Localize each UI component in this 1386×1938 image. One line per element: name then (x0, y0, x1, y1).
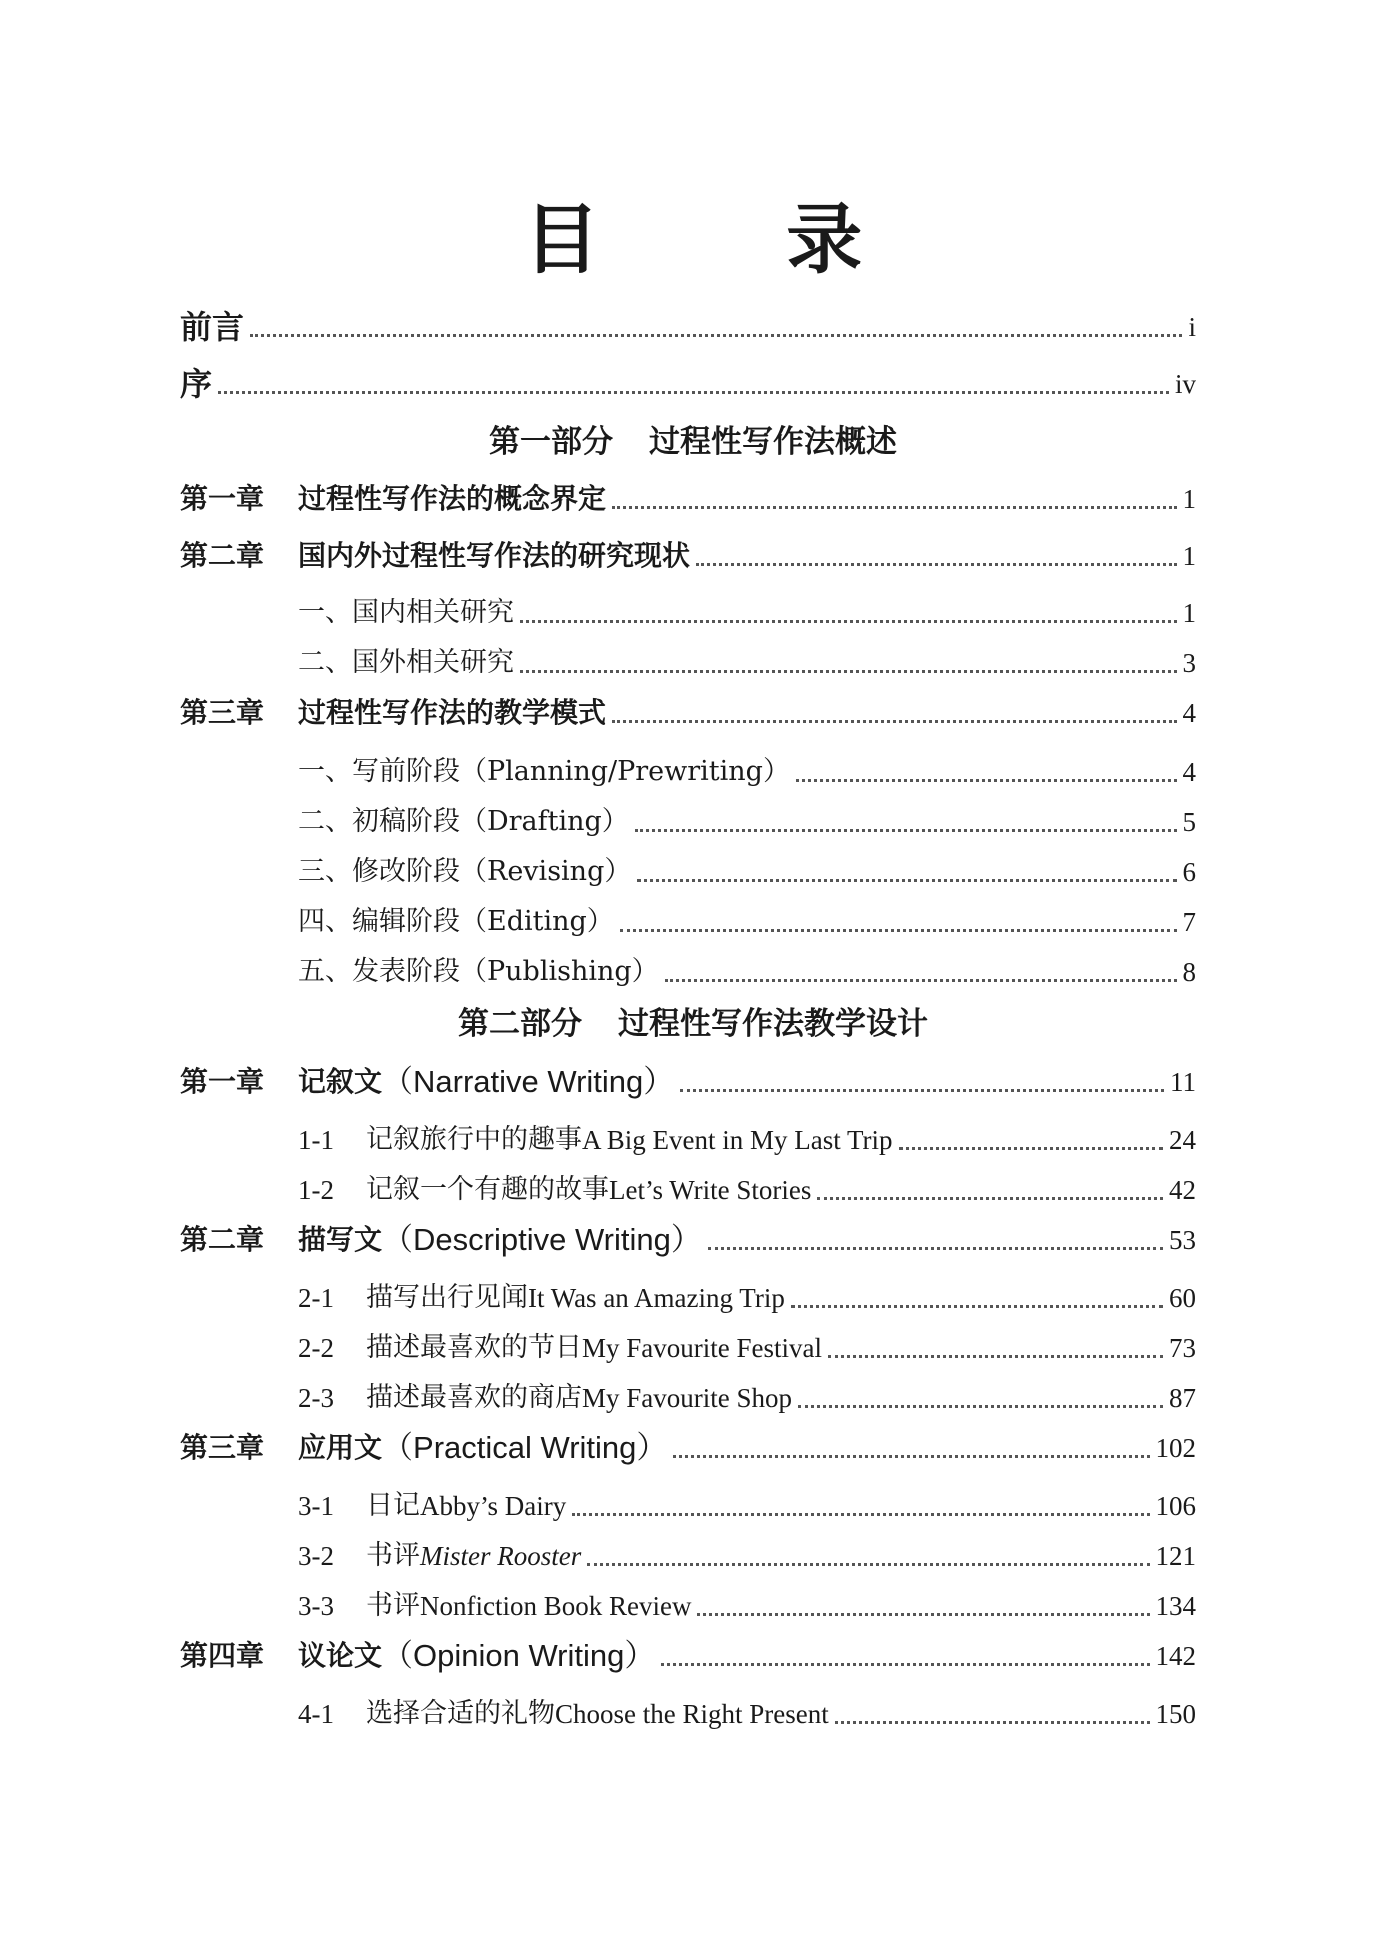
toc-entry-section[interactable] (180, 902, 1196, 942)
entry-title: 一、写前阶段（Planning/Prewriting） (298, 756, 790, 787)
chapter-title-zh: 应用文 (298, 1431, 383, 1464)
entry-title: 五、发表阶段（Publishing） (298, 956, 659, 987)
page-number: 121 (1155, 1541, 1196, 1571)
entry-title: 过程性写作法的概念界定 (298, 482, 607, 515)
page-number: 150 (1155, 1699, 1196, 1729)
toc-entry-lesson[interactable] (180, 1536, 1196, 1576)
leader-dots (587, 1563, 1149, 1566)
toc-entry-lesson[interactable] (180, 1170, 1196, 1210)
leader-dots (612, 720, 1176, 723)
page-number: 42 (1169, 1175, 1196, 1205)
part-number: 第二部分 (458, 1006, 582, 1042)
lesson-title-en: My Favourite Shop (582, 1383, 793, 1413)
chapter-number: 第三章 (180, 696, 265, 729)
leader-dots (828, 1355, 1163, 1358)
toc-entry-foreword[interactable] (180, 364, 1196, 404)
lesson-title-zh: 描述最喜欢的节日 (366, 1332, 582, 1363)
toc-entry-lesson[interactable] (180, 1486, 1196, 1526)
lesson-title-en: Let’s Write Stories (609, 1175, 812, 1205)
lesson-title-zh: 书评 (366, 1590, 420, 1621)
lesson-number: 3-3 (298, 1591, 334, 1621)
chapter-number: 第二章 (180, 1223, 265, 1256)
toc-entry-lesson[interactable] (180, 1378, 1196, 1418)
toc-entry-section[interactable] (180, 643, 1196, 683)
page-title: 目 录 (523, 195, 943, 284)
lesson-number: 2-2 (298, 1333, 334, 1363)
lesson-title-en: A Big Event in My Last Trip (582, 1125, 893, 1155)
leader-dots (661, 1663, 1149, 1666)
leader-dots (635, 829, 1177, 832)
page-number: 24 (1169, 1125, 1196, 1155)
chapter-title-en: （Opinion Writing） (382, 1638, 656, 1673)
page-number: 1 (1182, 484, 1196, 514)
toc-entry-lesson[interactable] (180, 1328, 1196, 1368)
page-number: 1 (1182, 541, 1196, 571)
leader-dots (637, 879, 1176, 882)
part-name: 过程性写作法概述 (649, 424, 897, 460)
lesson-title-zh: 描述最喜欢的商店 (366, 1382, 582, 1413)
page-number: 1 (1182, 598, 1196, 628)
page-number: 7 (1182, 907, 1196, 937)
chapter-number: 第三章 (180, 1431, 265, 1464)
lesson-title-en: Abby’s Dairy (420, 1491, 567, 1521)
chapter-title-zh: 描写文 (298, 1223, 383, 1256)
leader-dots (796, 779, 1177, 782)
page-number: 5 (1182, 807, 1196, 837)
entry-title: 一、国内相关研究 (298, 597, 514, 628)
page-number: 142 (1155, 1641, 1196, 1671)
part-heading (0, 420, 1386, 464)
entry-title: 国内外过程性写作法的研究现状 (298, 539, 691, 572)
toc-entry-lesson[interactable] (180, 1694, 1196, 1734)
lesson-title-zh: 记叙旅行中的趣事 (366, 1124, 582, 1155)
toc-entry-chapter[interactable] (180, 693, 1196, 733)
leader-dots (520, 620, 1177, 623)
lesson-number: 3-2 (298, 1541, 334, 1571)
toc-entry-chapter[interactable] (180, 536, 1196, 576)
entry-title: 前言 (180, 308, 245, 346)
toc-entry-chapter[interactable] (180, 479, 1196, 519)
lesson-number: 2-3 (298, 1383, 334, 1413)
page-number: 11 (1170, 1067, 1196, 1097)
page-number: 134 (1155, 1591, 1196, 1621)
chapter-number: 第二章 (180, 539, 265, 572)
page-number: 8 (1182, 957, 1196, 987)
chapter-number: 第四章 (180, 1639, 265, 1672)
lesson-number: 4-1 (298, 1699, 334, 1729)
page-number: i (1188, 312, 1196, 342)
page-number: 3 (1182, 648, 1196, 678)
page-number: 73 (1169, 1333, 1196, 1363)
toc-entry-section[interactable] (180, 852, 1196, 892)
toc-entry-chapter[interactable] (180, 1220, 1196, 1260)
lesson-title-zh: 记叙一个有趣的故事 (366, 1174, 609, 1205)
entry-title: 四、编辑阶段（Editing） (298, 906, 614, 937)
lesson-title-en: Choose the Right Present (555, 1699, 829, 1729)
leader-dots (680, 1089, 1164, 1092)
entry-title: 序 (180, 365, 213, 403)
page-number: 4 (1182, 698, 1196, 728)
entry-title: 二、初稿阶段（Drafting） (298, 806, 629, 837)
leader-dots (798, 1405, 1163, 1408)
lesson-title-en: My Favourite Festival (582, 1333, 822, 1363)
lesson-number: 3-1 (298, 1491, 334, 1521)
part-number: 第一部分 (489, 424, 613, 460)
chapter-title-en: （Practical Writing） (382, 1430, 668, 1465)
lesson-number: 2-1 (298, 1283, 334, 1313)
lesson-title-en: Mister Rooster (420, 1541, 582, 1571)
toc-entry-lesson[interactable] (180, 1278, 1196, 1318)
leader-dots (817, 1197, 1163, 1200)
leader-dots (250, 334, 1182, 337)
leader-dots (673, 1455, 1149, 1458)
toc-entry-chapter[interactable] (180, 1062, 1196, 1102)
chapter-number: 第一章 (180, 482, 265, 515)
page-number: iv (1174, 369, 1196, 399)
lesson-title-zh: 日记 (366, 1490, 420, 1521)
toc-entry-lesson[interactable] (180, 1586, 1196, 1626)
leader-dots (520, 670, 1177, 673)
chapter-title-en: （Descriptive Writing） (382, 1222, 702, 1257)
toc-entry-chapter[interactable] (180, 1636, 1196, 1676)
leader-dots (791, 1305, 1163, 1308)
chapter-title-zh: 记叙文 (298, 1065, 383, 1098)
toc-entry-section[interactable] (180, 752, 1196, 792)
toc-entry-section[interactable] (180, 952, 1196, 992)
leader-dots (697, 1613, 1149, 1616)
part-heading (0, 1002, 1386, 1046)
lesson-number: 1-1 (298, 1125, 334, 1155)
leader-dots (835, 1721, 1150, 1724)
page-number: 53 (1169, 1225, 1196, 1255)
lesson-title-en: Nonfiction Book Review (420, 1591, 692, 1621)
chapter-number: 第一章 (180, 1065, 265, 1098)
toc-entry-section[interactable] (180, 593, 1196, 633)
lesson-title-zh: 书评 (366, 1540, 420, 1571)
toc-entry-preface[interactable] (180, 307, 1196, 347)
leader-dots (899, 1147, 1163, 1150)
page-number: 60 (1169, 1283, 1196, 1313)
lesson-number: 1-2 (298, 1175, 334, 1205)
chapter-title-zh: 议论文 (298, 1639, 383, 1672)
leader-dots (620, 929, 1177, 932)
leader-dots (665, 979, 1177, 982)
chapter-title-en: （Narrative Writing） (382, 1064, 675, 1099)
page-number: 4 (1182, 757, 1196, 787)
leader-dots (612, 506, 1176, 509)
entry-title: 过程性写作法的教学模式 (298, 696, 607, 729)
leader-dots (218, 391, 1169, 394)
page-number: 6 (1182, 857, 1196, 887)
page-number: 102 (1155, 1433, 1196, 1463)
toc-entry-chapter[interactable] (180, 1428, 1196, 1468)
page-number: 87 (1169, 1383, 1196, 1413)
toc-entry-lesson[interactable] (180, 1120, 1196, 1160)
toc-entry-section[interactable] (180, 802, 1196, 842)
leader-dots (572, 1513, 1149, 1516)
lesson-title-zh: 描写出行见闻 (366, 1282, 528, 1313)
entry-title: 三、修改阶段（Revising） (298, 856, 632, 887)
entry-title: 二、国外相关研究 (298, 647, 514, 678)
lesson-title-zh: 选择合适的礼物 (366, 1698, 555, 1729)
lesson-title-en: It Was an Amazing Trip (528, 1283, 785, 1313)
part-name: 过程性写作法教学设计 (618, 1006, 928, 1042)
page-number: 106 (1155, 1491, 1196, 1521)
leader-dots (696, 563, 1176, 566)
leader-dots (708, 1247, 1163, 1250)
